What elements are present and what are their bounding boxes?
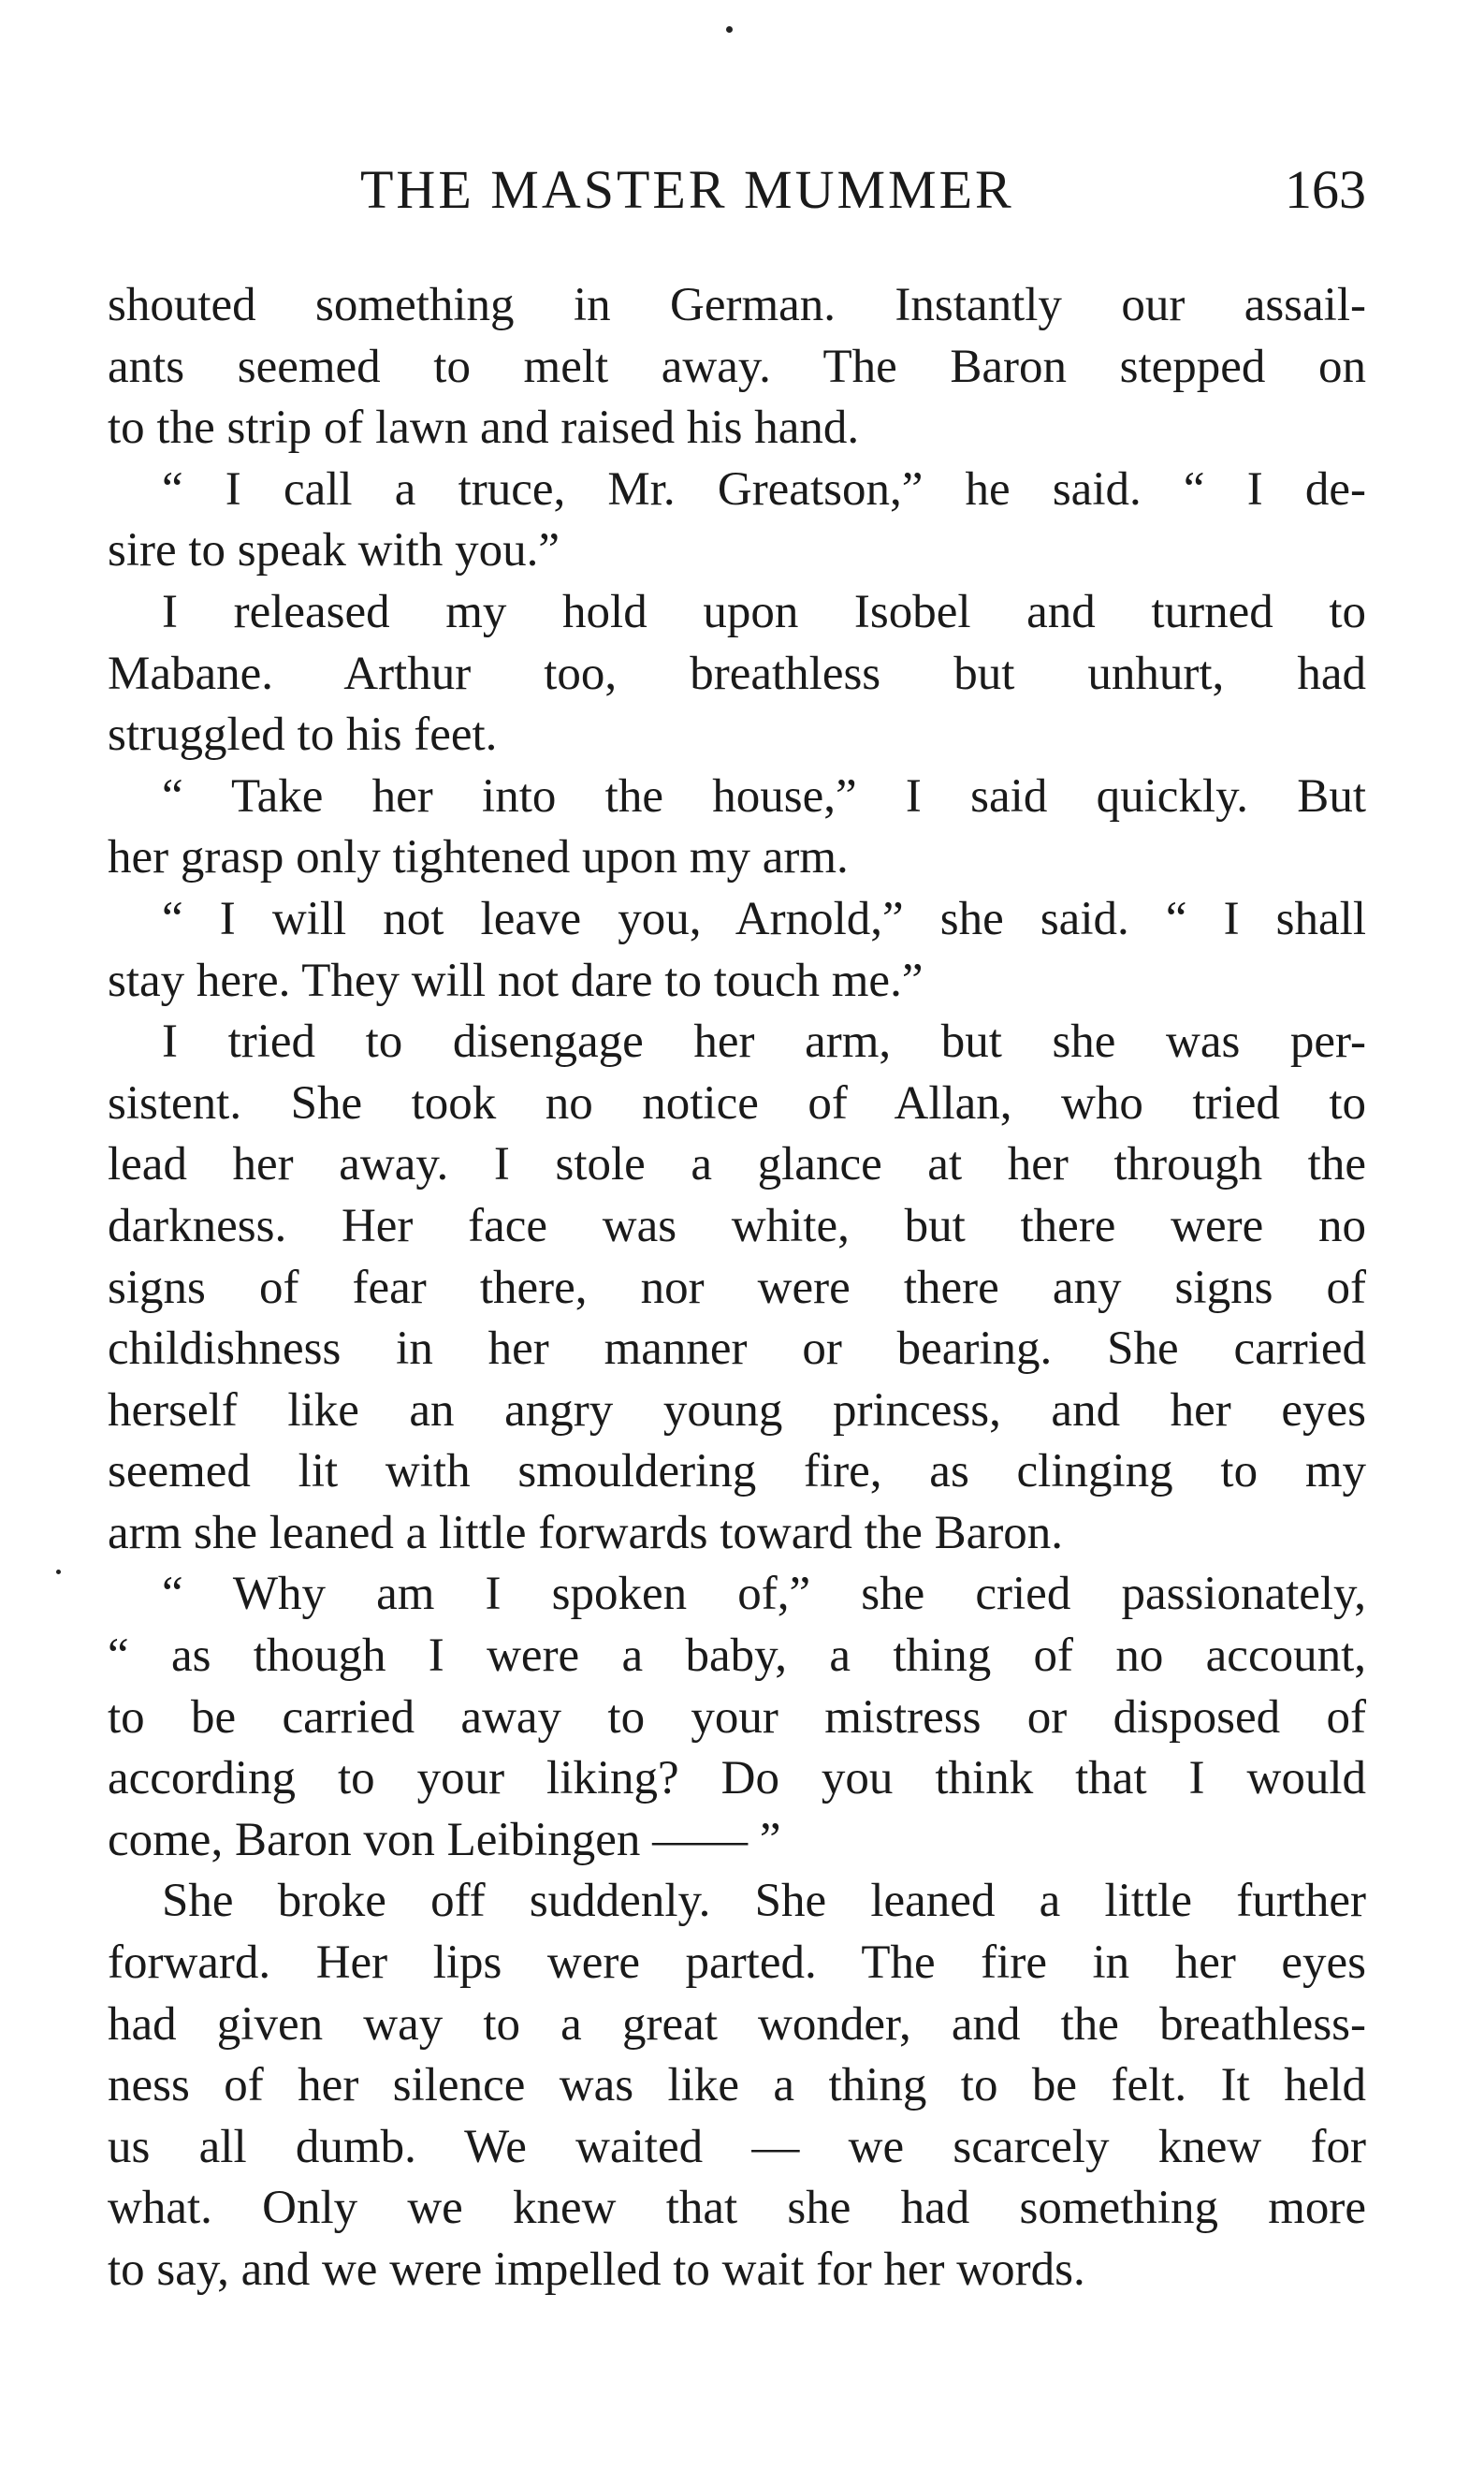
text-line: herself like an angry young princess, and her eyes bbox=[108, 1383, 1366, 1437]
text-line: Mabane. Arthur too, breathless but unhurt, had bbox=[108, 647, 1366, 700]
text-line: “ I call a truce, Mr. Greatson,” he said. “ I de- bbox=[162, 462, 1366, 516]
text-line: She broke off suddenly. She leaned a little further bbox=[162, 1875, 1366, 1928]
text-line: “ Why am I spoken of,” she cried passionately, bbox=[162, 1568, 1366, 1621]
text-line: us all dumb. We waited — we scarcely knew for bbox=[108, 2120, 1366, 2173]
text-line: sire to speak with you.” bbox=[108, 524, 560, 577]
text-line: ants seemed to melt away. The Baron stepped on bbox=[108, 340, 1366, 393]
text-line: come, Baron von Leibingen —— ” bbox=[108, 1813, 781, 1866]
text-line: ness of her silence was like a thing to be felt. It held bbox=[108, 2059, 1366, 2112]
text-line: stay here. They will not dare to touch me.” bbox=[108, 954, 924, 1007]
text-line: to the strip of lawn and raised his hand. bbox=[108, 402, 860, 455]
scan-speck bbox=[726, 26, 733, 33]
text-line: her grasp only tightened upon my arm. bbox=[108, 831, 849, 884]
text-line: sistent. She took no notice of Allan, who tried to bbox=[108, 1076, 1366, 1130]
running-title: THE MASTER MUMMER bbox=[360, 159, 1014, 220]
text-line: childishness in her manner or bearing. She carried bbox=[108, 1322, 1366, 1376]
text-line: signs of fear there, nor were there any signs of bbox=[108, 1261, 1366, 1314]
text-line: to say, and we were impelled to wait for her words. bbox=[108, 2243, 1085, 2296]
text-line: shouted something in German. Instantly our assail- bbox=[108, 279, 1366, 331]
text-line: I released my hold upon Isobel and turned to bbox=[162, 585, 1366, 638]
text-line: what. Only we knew that she had something more bbox=[108, 2182, 1366, 2235]
text-line: lead her away. I stole a glance at her through the bbox=[108, 1138, 1366, 1191]
scan-speck bbox=[56, 1570, 61, 1574]
text-line: struggled to his feet. bbox=[108, 709, 498, 762]
page-number: 163 bbox=[1285, 159, 1366, 220]
text-line: had given way to a great wonder, and the breathless- bbox=[108, 1997, 1366, 2051]
text-line: seemed lit with smouldering fire, as clinging to my bbox=[108, 1445, 1366, 1498]
text-line: I tried to disengage her arm, but she was per- bbox=[162, 1015, 1366, 1069]
text-line: according to your liking? Do you think that I would bbox=[108, 1752, 1366, 1805]
text-line: darkness. Her face was white, but there were no bbox=[108, 1199, 1366, 1252]
text-line: “ Take her into the house,” I said quickly. But bbox=[162, 769, 1366, 823]
body-text bbox=[108, 275, 1366, 2301]
text-line: “ I will not leave you, Arnold,” she said. “ I shall bbox=[162, 892, 1366, 945]
text-line: forward. Her lips were parted. The fire in her eyes bbox=[108, 1936, 1366, 1990]
text-line: “ as though I were a baby, a thing of no account, bbox=[108, 1629, 1366, 1683]
running-header bbox=[108, 157, 1366, 223]
text-line: to be carried away to your mistress or disposed of bbox=[108, 1690, 1366, 1744]
text-line: arm she leaned a little forwards toward the Baron. bbox=[108, 1506, 1064, 1559]
